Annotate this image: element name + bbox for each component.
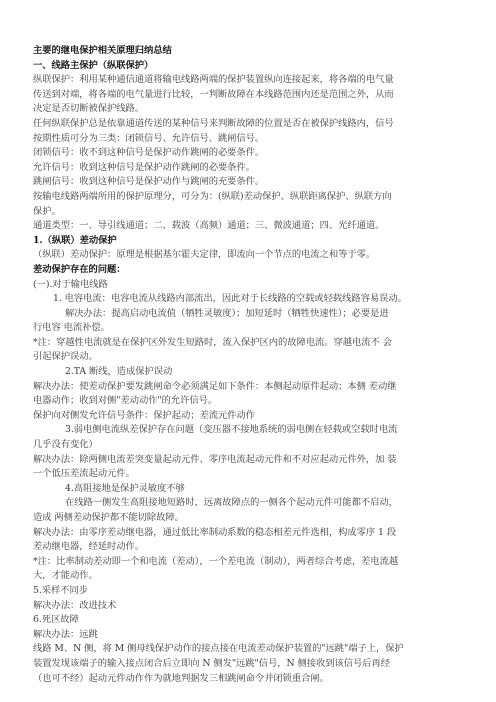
text-line: 解决办法：使差动保护要发跳闸命令必须满足如下条件：本侧起动原件起动；本侧 差动继 — [33, 380, 397, 392]
list-item: 2.TA 断线，造成保护误动 — [65, 366, 173, 378]
list-item: 5.采样不同步 — [33, 584, 89, 596]
note-line: *注：比率制动差动即一个和电流（差动），一个差电流（制动），两者综合考虑，差电流越 — [33, 555, 399, 567]
list-item: 6.死区故障 — [33, 614, 79, 626]
note-line: 大，才能动作。 — [33, 570, 98, 582]
text-line: 解决办法：由零序差动继电器，通过低比率制动系数的稳态相差元件选相，构成零序 1 段 — [33, 526, 397, 538]
text-line: 纵联保护：利用某种通信通道将输电线路两端的保护装置纵向连接起来，将各端的电气量 — [33, 74, 394, 86]
text-line: 一个低压差流起动元件。 — [33, 468, 135, 480]
text-line: 解决办法：除两侧电流差突变量起动元件、零序电流起动元件和不对应起动元件外，加 装 — [33, 453, 397, 465]
text-line: 通道类型：一、导引线通道；二、载波（高频）通道；三、微波通道；四、光纤通道。 — [33, 220, 385, 232]
text-line: 造成 两侧差动保护都不能切除故障。 — [33, 512, 184, 523]
text-line: 在线路一侧发生高阻接地短路时，远离故障点的一侧各个起动元件可能都不启动， — [65, 497, 398, 509]
text-line: 解决办法：提高启动电流值（牺牲灵敏度）；加短延时（牺牲快速性）；必要是进 — [65, 307, 389, 319]
text-line: 跳闸信号：收到这种信号是保护动作与跳闸的充要条件。 — [33, 176, 265, 188]
text-line: 装置发现该端子的输入接点闭合后立即向 N 侧发"远跳"信号，N 侧接收到该信号后再经 — [33, 657, 390, 669]
note-line: *注：穿越性电流就是在保护区外发生短路时，流入保护区内的故障电流。穿越电流不 会 — [33, 336, 392, 348]
text-line: 闭锁信号：收不到这种信号是保护动作跳闸的必要条件。 — [33, 147, 265, 159]
text-line: 按期性质可分为三类：闭锁信号、允许信号、跳闸信号。 — [33, 132, 265, 144]
document-body — [33, 44, 465, 686]
text-line: 决定是否切断被保护线路。 — [33, 103, 144, 115]
text-line: 允许信号：收到这种信号是保护动作跳闸的必要条件。 — [33, 161, 255, 173]
text-line: （也可不经）起动元件动作作为就地判据发三相跳闸命令并闭锁重合闸。 — [33, 672, 329, 684]
text-line: 几乎没有变化） — [33, 439, 98, 451]
text-line: 按输电线路两端所用的保护原理分，可分为：(纵联)差动保护、纵联距离保护、纵联方向 — [33, 190, 392, 202]
text-line: 保护向对侧发允许信号条件：保护起动；差流元件动作 — [33, 409, 255, 421]
list-item: 3.弱电侧电流纵差保护存在问题（变压器不接地系统的弱电侧在轻载或空载时电流 — [65, 424, 398, 436]
text-line: 差动继电器，经延时动作。 — [33, 541, 144, 553]
note-line: 引起保护误动。 — [33, 351, 98, 363]
text-line: 解决办法：远跳 — [33, 628, 98, 640]
text-line: 保护。 — [33, 205, 61, 217]
subsection-heading-problems: 差动保护存在的问题： — [33, 263, 126, 275]
subsection-heading-differential: 1.（纵联）差动保护 — [33, 234, 117, 246]
text-line: （纵联）差动保护：原理是根据基尔霍夫定律，即流向一个节点的电流之和等于零。 — [33, 249, 376, 261]
text-line: 传送到对端，将各端的电气量进行比较，一判断故障在本线路范围内还是范围之外，从而 — [33, 88, 394, 100]
section-heading-1: 一、线路主保护（纵联保护） — [33, 59, 154, 71]
text-line: (一).对于输电线路 — [33, 278, 108, 290]
document-title: 主要的继电保护相关原理归纳总结 — [33, 45, 172, 56]
text-line: 任何纵联保护总是依靠通道传送的某种信号来判断故障的位置是否在被保护线路内，信号 — [33, 117, 394, 129]
list-item: 4.高阻接地是保护灵敏度不够 — [65, 482, 185, 494]
text-line: 电器动作；收到对侧"差动动作"的允许信号。 — [33, 395, 218, 407]
text-line: 线路 M、N 侧，将 M 侧母线保护动作的接点接在电流差动保护装置的"远跳"端子上，保护 — [33, 643, 404, 655]
text-line: 解决办法：改进技术 — [33, 599, 117, 611]
list-item: 1. 电容电流：电容电流从线路内部流出，因此对于长线路的空载或轻载线路容易误动。 — [53, 293, 407, 305]
text-line: 行电容 电流补偿。 — [33, 322, 110, 334]
